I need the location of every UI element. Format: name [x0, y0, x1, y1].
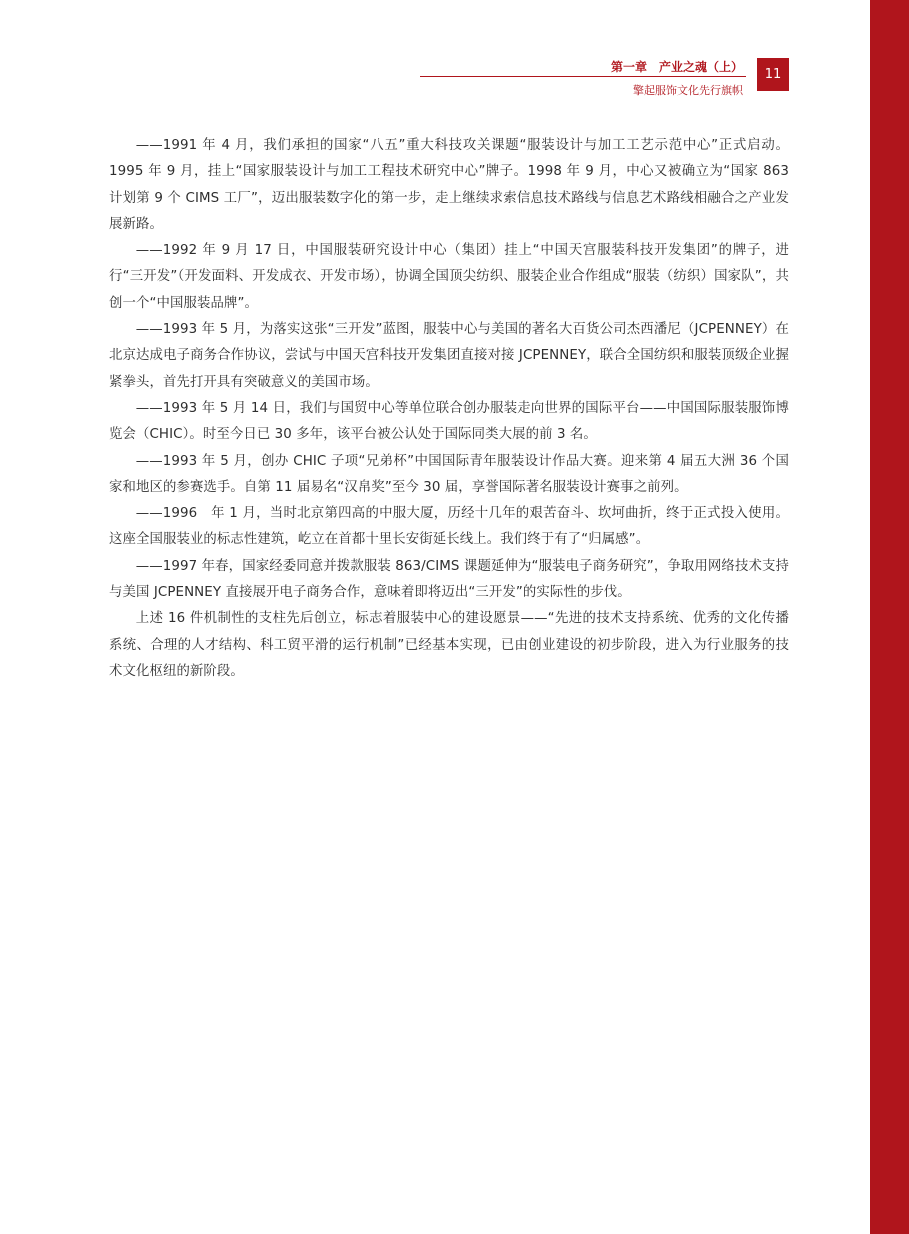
side-color-bar: [870, 0, 909, 1234]
paragraph: ——1993 年 5 月，创办 CHIC 子项“兄弟杯”中国国际青年服装设计作品大赛。迎来第 4 届五大洲 36 个国家和地区的参赛选手。自第 11 届易名“汉帛奖”至今 30 届，享誉国际著名服装设计赛事之前列。: [109, 453, 789, 495]
paragraph: ——1996 年 1 月，当时北京第四高的中服大厦，历经十几年的艰苦奋斗、坎坷曲折，终于正式投入使用。这座全国服装业的标志性建筑，屹立在首都十里长安街延长线上。我们终于有了“归属感”。: [109, 506, 789, 548]
paragraph: ——1991 年 4 月，我们承担的国家“八五”重大科技攻关课题“服装设计与加工工艺示范中心”正式启动。1995 年 9 月，挂上“国家服装设计与加工工程技术研究中心”牌子。1998 年 9 月，中心又被确立为“国家 863 计划第 9 个 CIMS 工厂”，迈出服装数字化的第一步，走上继续求索信息技术路线与信息艺术路线相融合之产业发展新路。: [109, 138, 789, 232]
header-divider: [420, 76, 746, 77]
paragraph: 上述 16 件机制性的支柱先后创立，标志着服装中心的建设愿景——“先进的技术支持系统、优秀的文化传播系统、合理的人才结构、科工贸平滑的运行机制”已经基本实现，已由创业建设的初步阶段，进入为行业服务的技术文化枢纽的新阶段。: [109, 611, 789, 679]
page-number-badge: 11: [757, 58, 789, 91]
paragraph: ——1997 年春，国家经委同意并拨款服装 863/CIMS 课题延伸为“服装电子商务研究”，争取用网络技术支持与美国 JCPENNEY 直接展开电子商务合作，意味着即将迈出“三开发”的实际性的步伐。: [109, 558, 789, 601]
paragraph: ——1993 年 5 月，为落实这张“三开发”蓝图，服装中心与美国的著名大百货公司杰西潘尼（JCPENNEY）在北京达成电子商务合作协议，尝试与中国天宫科技开发集团直接对接 JCPENNEY，联合全国纺织和服装顶级企业握紧拳头，首先打开具有突破意义的美国市场。: [109, 322, 789, 390]
chapter-subtitle: 擎起服饰文化先行旗帜: [633, 84, 743, 97]
body-text: [109, 133, 789, 685]
chapter-title: 第一章 产业之魂（上）: [610, 60, 743, 74]
paragraph: ——1992 年 9 月 17 日，中国服装研究设计中心（集团）挂上“中国天宫服装科技开发集团”的牌子，进行“三开发”（开发面料、开发成衣、开发市场），协调全国顶尖纺织、服装企业合作组成“服装（纺织）国家队”，共创一个“中国服装品牌”。: [109, 243, 789, 311]
paragraph: ——1993 年 5 月 14 日，我们与国贸中心等单位联合创办服装走向世界的国际平台——中国国际服装服饰博览会（CHIC）。时至今日已 30 多年，该平台被公认处于国际同类大展的前 3 名。: [109, 400, 789, 443]
